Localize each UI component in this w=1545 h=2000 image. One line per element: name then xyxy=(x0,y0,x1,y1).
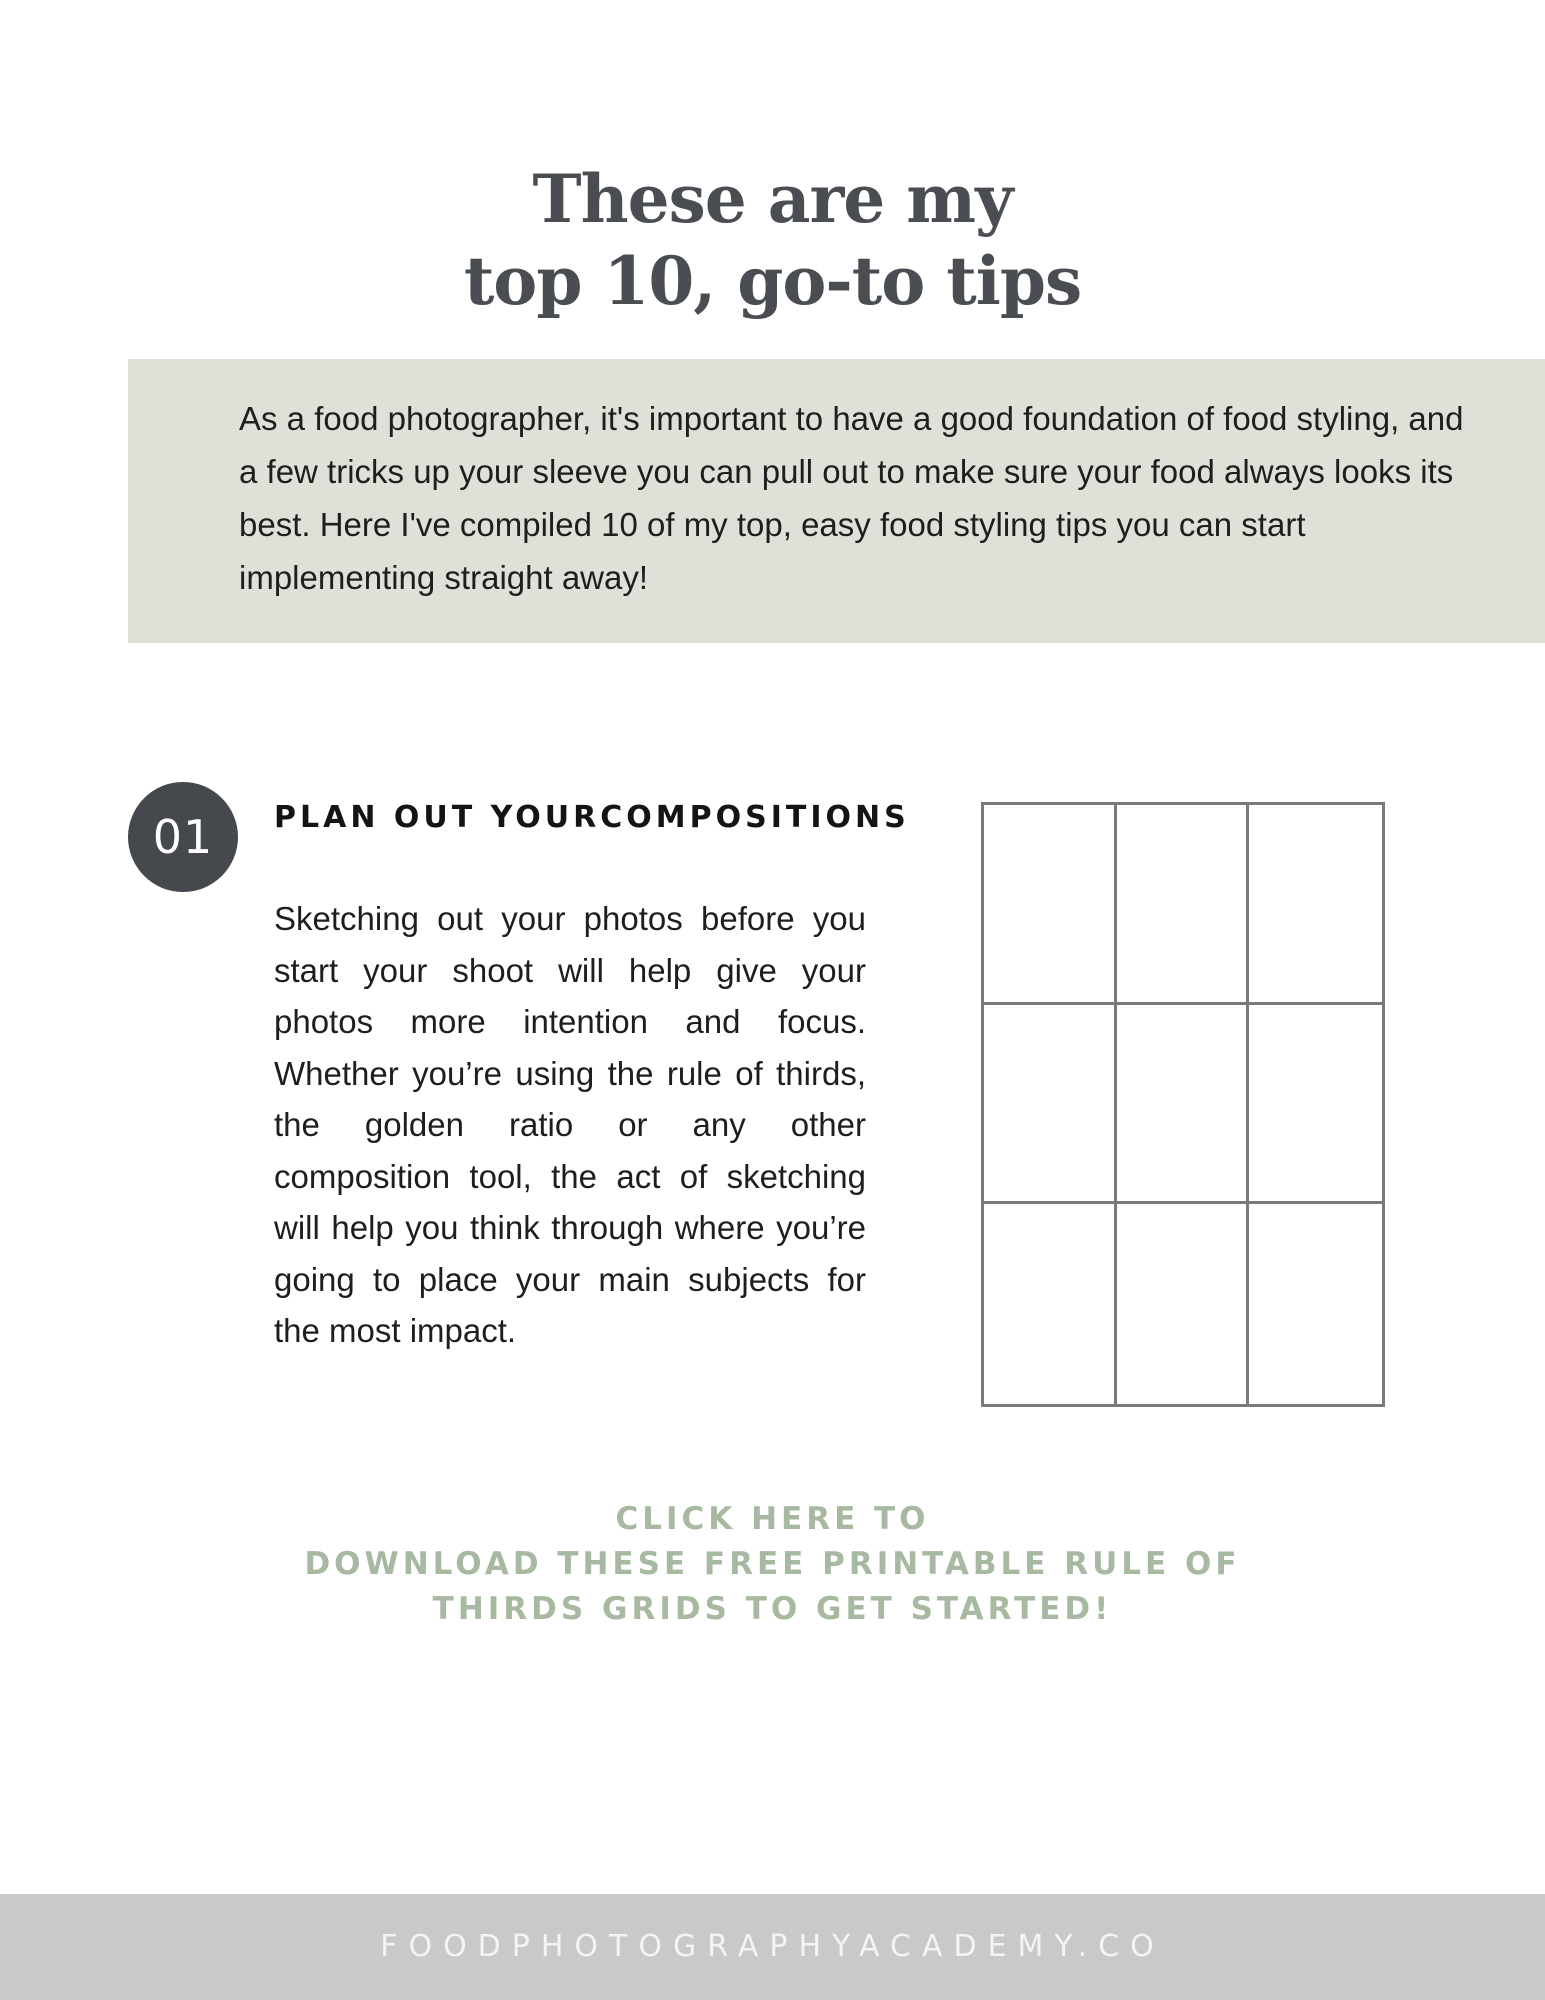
grid-cell xyxy=(1249,1005,1382,1205)
footer-bar xyxy=(0,1894,1545,2000)
grid-cell xyxy=(1117,1204,1250,1404)
grid-cell xyxy=(984,1005,1117,1205)
page-title-line-1: These are my xyxy=(532,160,1013,238)
download-grids-link[interactable] xyxy=(0,1497,1545,1632)
grid-cell xyxy=(984,805,1117,1005)
grid-cell xyxy=(1249,1204,1382,1404)
grid-cell xyxy=(1117,1005,1250,1205)
page-title-line-2: top 10, go-to tips xyxy=(463,242,1082,320)
cta-line-3: THIRDS GRIDS TO GET STARTED! xyxy=(432,1591,1113,1627)
tip-heading: PLAN OUT YOURCOMPOSITIONS xyxy=(274,800,910,835)
page-title xyxy=(0,158,1545,322)
tip-number-badge: 01 xyxy=(128,782,238,892)
footer-website: FOODPHOTOGRAPHYACADEMY.CO xyxy=(380,1929,1165,1964)
tip-body: Sketching out your photos before you start your shoot will help give your photos more intention and focus. Whether you’re using the rule of thirds, the golden ratio or any other composition tool, the act of sketching will help you think through where you’re going to place your main subjects for the most impact. xyxy=(274,900,866,1349)
grid-cell xyxy=(984,1204,1117,1404)
intro-text: As a food photographer, it's important to have a good foundation of food styling, and a few tricks up your sleeve you can pull out to make sure your food always looks its best. Here I've compiled 10 of my top, easy food styling tips you can start implementing straight away! xyxy=(239,400,1464,596)
grid-cell xyxy=(1117,805,1250,1005)
rule-of-thirds-grid xyxy=(981,802,1385,1407)
grid-cell xyxy=(1249,805,1382,1005)
cta-line-2: DOWNLOAD THESE FREE PRINTABLE RULE OF xyxy=(304,1546,1241,1582)
cta-line-1: CLICK HERE TO xyxy=(615,1501,930,1537)
